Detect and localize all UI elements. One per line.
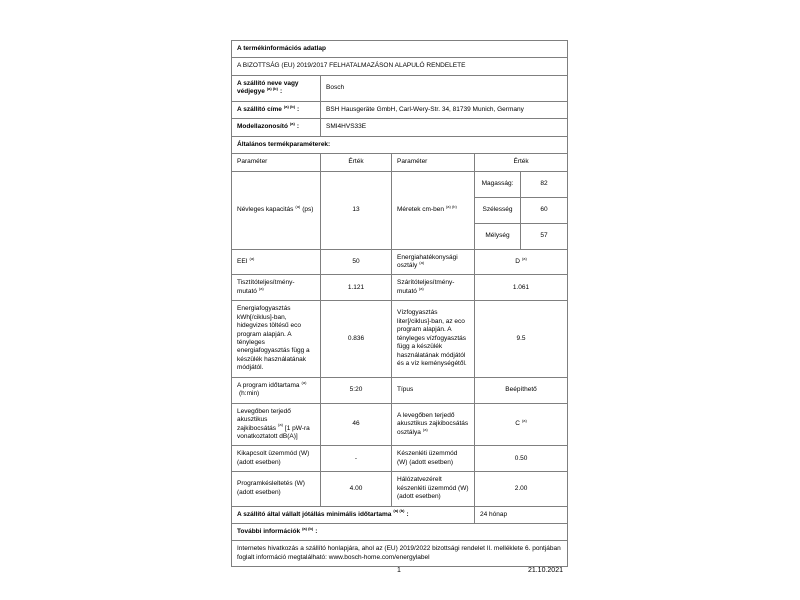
networked-standby-value: 2.00 <box>475 472 568 506</box>
energy-class-value-text: D <box>515 257 520 265</box>
dimensions-label <box>392 171 475 249</box>
warranty-label <box>232 506 475 523</box>
delay-start-value: 4.00 <box>321 472 392 506</box>
cleaning-index-label-text: Tisztítóteljesítmény-mutató <box>237 279 295 295</box>
footnote-marker: (a) (b) <box>302 525 314 531</box>
page-footer <box>231 567 567 579</box>
energy-class-label <box>392 249 475 275</box>
footnote-marker: (a) (b) <box>445 203 457 209</box>
warranty-row <box>232 506 568 523</box>
noise-class-label-text: A levegőben terjedő akusztikus zajkibocsátás osztálya <box>397 411 469 436</box>
capacity-dimensions-row <box>232 171 568 197</box>
off-mode-value: - <box>321 446 392 472</box>
off-standby-row <box>232 446 568 472</box>
supplier-name-label-text: A szállító neve vagy védjegye <box>237 79 299 96</box>
footnote-marker: (a) <box>278 422 283 428</box>
column-header-row <box>232 154 568 171</box>
more-info-row <box>232 524 568 541</box>
more-info-label-text: További információk <box>237 528 301 535</box>
eei-value: 50 <box>321 249 392 275</box>
footnote-marker: (a) <box>258 285 264 291</box>
noise-row <box>232 403 568 446</box>
delay-start-label: Programkésleltetés (W) (adott esetben) <box>232 472 321 506</box>
colon: : <box>279 88 283 96</box>
footnote-marker: (a) <box>301 379 307 385</box>
supplier-name-row <box>232 75 568 101</box>
eei-label-text: EEI <box>237 257 248 265</box>
drying-index-label <box>392 275 475 301</box>
footnote-marker: (a) <box>289 121 295 127</box>
more-info-label <box>232 524 568 541</box>
warranty-value: 24 hónap <box>475 506 568 523</box>
column-header-value-2: Érték <box>475 154 568 171</box>
general-parameters-heading: Általános termékparaméterek: <box>232 136 568 153</box>
model-id-value: SMI4HVS33E <box>321 119 568 136</box>
dimension-width-label: Szélesség <box>475 197 521 223</box>
program-duration-label <box>232 377 321 403</box>
noise-class-label <box>392 403 475 446</box>
standby-label: Készenléti üzemmód (W) (adott esetben) <box>392 446 475 472</box>
colon: : <box>297 105 300 113</box>
noise-class-value <box>475 403 568 446</box>
warranty-label-text: A szállító által vállalt jótállás minimális időtartama <box>237 510 392 518</box>
dimension-height-label: Magasság: <box>475 171 521 197</box>
type-label: Típus <box>392 377 475 403</box>
footnote-marker: (a) <box>295 203 301 209</box>
performance-index-row <box>232 275 568 301</box>
footnote-marker: (a) <box>521 255 527 261</box>
column-header-parameter-1: Paraméter <box>232 154 321 171</box>
supplier-address-value: BSH Hausgeräte GmbH, Carl-Wery-Str. 34, 81739 Munich, Germany <box>321 101 568 118</box>
page-number: 1 <box>397 567 401 574</box>
eei-energy-class-row <box>232 249 568 275</box>
water-consumption-label: Vízfogyasztás liter[/ciklus]-ban, az eco program alapján. A tényleges vízfogyasztás függ a készülék használatának módjától és a víz keménységétől. <box>392 301 475 378</box>
footer-date: 21.10.2021 <box>527 567 563 574</box>
footnote-marker: (a) (b) <box>393 508 405 514</box>
model-id-label <box>232 119 321 136</box>
program-duration-value: 5:20 <box>321 377 392 403</box>
cleaning-index-label <box>232 275 321 301</box>
supplier-address-label <box>232 101 321 118</box>
noise-value: 46 <box>321 403 392 446</box>
capacity-label <box>232 171 321 249</box>
colon: : <box>296 123 299 131</box>
colon: : <box>315 528 318 535</box>
footnote-marker: (a) (b) <box>266 86 278 92</box>
dimension-height-value: 82 <box>521 171 568 197</box>
noise-label <box>232 403 321 446</box>
colon: : <box>406 510 409 518</box>
capacity-unit: (ps) <box>302 205 314 213</box>
model-id-label-text: Modellazonosító <box>237 123 288 131</box>
footnote-marker: (a) <box>249 255 255 261</box>
supplier-address-row <box>232 101 568 118</box>
off-mode-label: Kikapcsolt üzemmód (W) (adott esetben) <box>232 446 321 472</box>
duration-type-row <box>232 377 568 403</box>
regulation-subtitle: A BIZOTTSÁG (EU) 2019/2017 FELHATALMAZÁSON ALAPULÓ RENDELETE <box>232 58 568 75</box>
website-link-note: Internetes hivatkozás a szállító honlapjára, ahol az (EU) 2019/2022 bizottsági rendelet II. melléklete 6. pontjában foglalt információ megtalálható: www.bosch-home.com/energylabel <box>232 541 568 567</box>
cleaning-index-value: 1.121 <box>321 275 392 301</box>
page-title: A termékinformációs adatlap <box>232 41 568 58</box>
dimensions-label-text: Méretek cm-ben <box>397 205 444 213</box>
capacity-label-text: Névleges kapacitás <box>237 205 294 213</box>
model-id-row <box>232 119 568 136</box>
energy-consumption-value: 0.836 <box>321 301 392 378</box>
capacity-value: 13 <box>321 171 392 249</box>
footnote-marker: (a) <box>422 426 428 432</box>
dimension-depth-label: Mélység <box>475 223 521 249</box>
program-duration-label-text: A program időtartama <box>237 381 300 389</box>
energy-consumption-label: Energiafogyasztás kWh[/ciklus]-ban, hidegvizes töltésű eco program alapján. A tényleges energiafogyasztás függ a készülék használatának módjától. <box>232 301 321 378</box>
dimension-depth-value: 57 <box>521 223 568 249</box>
standby-value: 0.50 <box>475 446 568 472</box>
noise-unit: [1 pW-ra vonatkoztatott dB(A)] <box>237 424 310 440</box>
networked-standby-label: Hálózatvezérelt készenléti üzemmód (W) (adott esetben) <box>392 472 475 506</box>
footnote-marker: (a) (b) <box>283 103 296 109</box>
eei-label <box>232 249 321 275</box>
dimension-width-value: 60 <box>521 197 568 223</box>
supplier-name-label <box>232 75 321 101</box>
energy-class-label-text: Energiahatékonysági osztály <box>397 253 458 269</box>
drying-index-label-text: Szárítóteljesítmény-mutató <box>397 279 455 295</box>
section-header-row <box>232 136 568 153</box>
link-note-row <box>232 541 568 567</box>
product-fiche-table <box>231 40 568 567</box>
column-header-value-1: Érték <box>321 154 392 171</box>
water-consumption-value: 9.5 <box>475 301 568 378</box>
consumption-row <box>232 301 568 378</box>
column-header-parameter-2: Paraméter <box>392 154 475 171</box>
energy-class-value <box>475 249 568 275</box>
type-value: Beépíthető <box>475 377 568 403</box>
footnote-marker: (a) <box>418 285 424 291</box>
program-duration-unit: (h:min) <box>239 390 260 398</box>
noise-class-value-text: C <box>515 420 520 428</box>
supplier-name-value: Bosch <box>321 75 568 101</box>
footnote-marker: (a) <box>419 259 425 265</box>
drying-index-value: 1.061 <box>475 275 568 301</box>
delay-networked-row <box>232 472 568 506</box>
footnote-marker: (a) <box>521 418 527 424</box>
title-row <box>232 41 568 58</box>
noise-label-text: Levegőben terjedő akusztikus zajkibocsátás <box>237 407 291 432</box>
supplier-address-label-text: A szállító címe <box>237 105 282 113</box>
subtitle-row <box>232 58 568 75</box>
